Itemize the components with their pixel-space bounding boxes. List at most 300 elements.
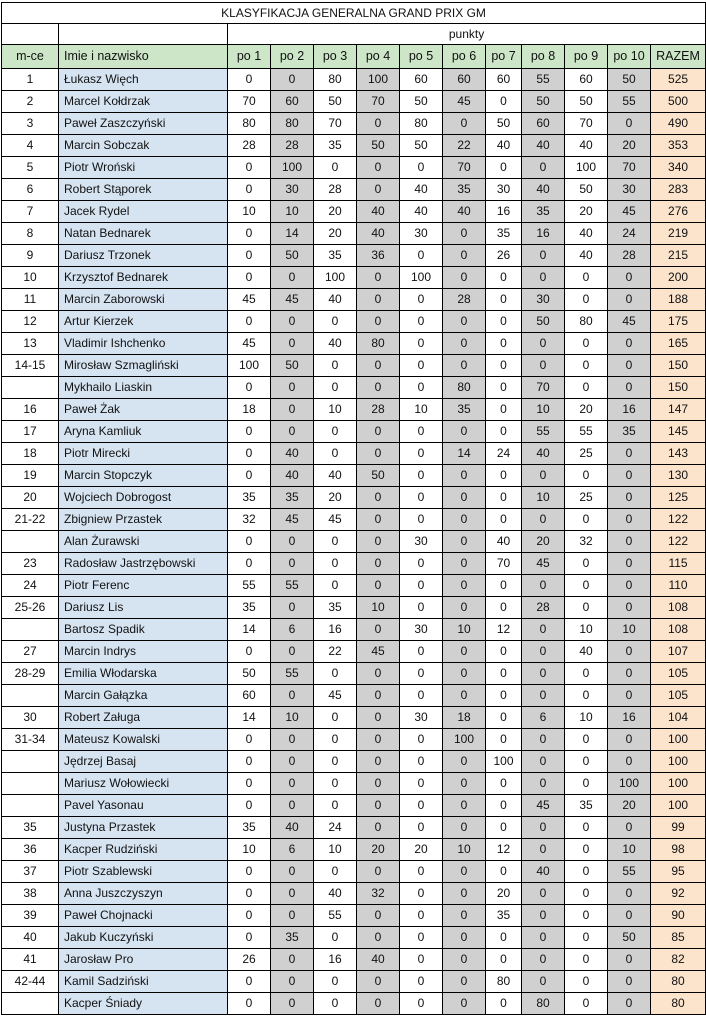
score-cell: 16 xyxy=(314,619,357,641)
place-cell: 36 xyxy=(2,839,59,861)
score-cell: 6 xyxy=(522,707,565,729)
score-cell: 0 xyxy=(400,553,443,575)
score-cell: 20 xyxy=(314,223,357,245)
score-cell: 0 xyxy=(608,487,651,509)
score-cell: 0 xyxy=(228,377,271,399)
score-cell: 0 xyxy=(357,993,400,1015)
score-cell: 35 xyxy=(271,927,314,949)
score-cell: 28 xyxy=(357,399,400,421)
player-name-cell: Marcin Sobczak xyxy=(59,135,228,157)
place-cell: 24 xyxy=(2,575,59,597)
player-name-cell: Marcin Gałązka xyxy=(59,685,228,707)
score-cell: 35 xyxy=(314,245,357,267)
total-cell: 200 xyxy=(651,267,706,289)
score-cell: 0 xyxy=(314,421,357,443)
score-cell: 0 xyxy=(400,883,443,905)
score-cell: 35 xyxy=(608,421,651,443)
score-cell: 45 xyxy=(357,641,400,663)
points-group-label: punkty xyxy=(228,24,706,45)
score-cell: 60 xyxy=(565,69,608,91)
player-name-cell: Marcin Indrys xyxy=(59,641,228,663)
total-cell: 490 xyxy=(651,113,706,135)
table-row xyxy=(2,949,706,971)
place-cell xyxy=(2,993,59,1015)
score-cell: 0 xyxy=(486,663,522,685)
player-name-cell: Paweł Zaszczyński xyxy=(59,113,228,135)
score-cell: 22 xyxy=(443,135,486,157)
score-cell: 0 xyxy=(357,729,400,751)
player-name-cell: Piotr Mirecki xyxy=(59,443,228,465)
player-name-cell: Marcel Kołdrzak xyxy=(59,91,228,113)
place-cell: 1 xyxy=(2,69,59,91)
score-cell: 0 xyxy=(443,113,486,135)
score-cell: 0 xyxy=(271,729,314,751)
total-cell: 110 xyxy=(651,575,706,597)
score-cell: 0 xyxy=(271,971,314,993)
score-cell: 0 xyxy=(443,311,486,333)
score-cell: 100 xyxy=(357,69,400,91)
place-cell: 42-44 xyxy=(2,971,59,993)
score-cell: 0 xyxy=(357,685,400,707)
score-cell: 0 xyxy=(608,465,651,487)
table-row xyxy=(2,267,706,289)
score-cell: 0 xyxy=(443,575,486,597)
table-row xyxy=(2,487,706,509)
score-cell: 0 xyxy=(314,663,357,685)
score-cell: 0 xyxy=(400,795,443,817)
total-cell: 215 xyxy=(651,245,706,267)
total-cell: 100 xyxy=(651,729,706,751)
table-row xyxy=(2,575,706,597)
score-cell: 0 xyxy=(486,487,522,509)
score-cell: 0 xyxy=(443,773,486,795)
score-cell: 0 xyxy=(608,113,651,135)
score-cell: 10 xyxy=(314,399,357,421)
player-name-cell: Piotr Szablewski xyxy=(59,861,228,883)
player-name-cell: Anna Juszczyszyn xyxy=(59,883,228,905)
score-cell: 0 xyxy=(443,685,486,707)
score-cell: 28 xyxy=(228,135,271,157)
score-cell: 0 xyxy=(565,993,608,1015)
score-cell: 10 xyxy=(443,619,486,641)
total-cell: 276 xyxy=(651,201,706,223)
score-cell: 70 xyxy=(522,377,565,399)
player-name-cell: Piotr Wroński xyxy=(59,157,228,179)
score-cell: 0 xyxy=(271,333,314,355)
score-cell: 55 xyxy=(565,421,608,443)
table-row xyxy=(2,993,706,1015)
total-cell: 100 xyxy=(651,751,706,773)
score-cell: 0 xyxy=(271,69,314,91)
score-cell: 80 xyxy=(443,377,486,399)
score-cell: 0 xyxy=(486,421,522,443)
score-cell: 26 xyxy=(228,949,271,971)
score-cell: 0 xyxy=(486,311,522,333)
score-cell: 0 xyxy=(314,707,357,729)
score-cell: 30 xyxy=(400,619,443,641)
place-cell: 23 xyxy=(2,553,59,575)
total-cell: 353 xyxy=(651,135,706,157)
score-cell: 0 xyxy=(565,773,608,795)
column-header: Imie i nazwisko xyxy=(59,45,228,69)
score-cell: 0 xyxy=(400,597,443,619)
score-cell: 0 xyxy=(400,729,443,751)
table-row xyxy=(2,707,706,729)
score-cell: 0 xyxy=(400,355,443,377)
score-cell: 0 xyxy=(522,927,565,949)
score-cell: 28 xyxy=(522,597,565,619)
place-cell: 10 xyxy=(2,267,59,289)
score-cell: 0 xyxy=(565,333,608,355)
score-cell: 50 xyxy=(357,465,400,487)
score-cell: 0 xyxy=(608,993,651,1015)
score-cell: 0 xyxy=(357,311,400,333)
score-cell: 0 xyxy=(271,685,314,707)
total-cell: 147 xyxy=(651,399,706,421)
table-row xyxy=(2,839,706,861)
score-cell: 0 xyxy=(314,729,357,751)
score-cell: 0 xyxy=(228,223,271,245)
score-cell: 16 xyxy=(486,201,522,223)
score-cell: 0 xyxy=(228,861,271,883)
score-cell: 0 xyxy=(443,487,486,509)
score-cell: 45 xyxy=(443,91,486,113)
score-cell: 0 xyxy=(357,421,400,443)
score-cell: 0 xyxy=(314,927,357,949)
score-cell: 0 xyxy=(443,355,486,377)
total-cell: 82 xyxy=(651,949,706,971)
score-cell: 0 xyxy=(357,553,400,575)
score-cell: 0 xyxy=(443,509,486,531)
player-name-cell: Paweł Żak xyxy=(59,399,228,421)
place-cell: 38 xyxy=(2,883,59,905)
score-cell: 0 xyxy=(443,905,486,927)
blank-cell xyxy=(2,24,59,45)
score-cell: 0 xyxy=(443,245,486,267)
player-name-cell: Łukasz Więch xyxy=(59,69,228,91)
column-header: po 9 xyxy=(565,45,608,69)
score-cell: 35 xyxy=(565,795,608,817)
score-cell: 55 xyxy=(522,69,565,91)
score-cell: 0 xyxy=(486,795,522,817)
score-cell: 16 xyxy=(314,949,357,971)
score-cell: 0 xyxy=(608,971,651,993)
place-cell: 19 xyxy=(2,465,59,487)
place-cell: 8 xyxy=(2,223,59,245)
table-row xyxy=(2,685,706,707)
score-cell: 30 xyxy=(486,179,522,201)
score-cell: 0 xyxy=(443,751,486,773)
score-cell: 35 xyxy=(314,135,357,157)
score-cell: 0 xyxy=(314,157,357,179)
score-cell: 0 xyxy=(608,751,651,773)
score-cell: 0 xyxy=(522,773,565,795)
table-row xyxy=(2,443,706,465)
score-cell: 25 xyxy=(565,487,608,509)
score-cell: 0 xyxy=(357,773,400,795)
score-cell: 0 xyxy=(271,993,314,1015)
column-header: po 3 xyxy=(314,45,357,69)
score-cell: 0 xyxy=(228,729,271,751)
score-cell: 0 xyxy=(400,817,443,839)
score-cell: 0 xyxy=(522,267,565,289)
score-cell: 0 xyxy=(522,729,565,751)
score-cell: 12 xyxy=(486,619,522,641)
score-cell: 32 xyxy=(228,509,271,531)
player-name-cell: Wojciech Dobrogost xyxy=(59,487,228,509)
score-cell: 14 xyxy=(271,223,314,245)
score-cell: 40 xyxy=(443,201,486,223)
score-cell: 0 xyxy=(565,817,608,839)
table-row xyxy=(2,509,706,531)
place-cell xyxy=(2,685,59,707)
table-row xyxy=(2,421,706,443)
score-cell: 0 xyxy=(522,333,565,355)
score-cell: 80 xyxy=(400,113,443,135)
player-name-cell: Emilia Włodarska xyxy=(59,663,228,685)
table-row xyxy=(2,179,706,201)
score-cell: 28 xyxy=(271,135,314,157)
score-cell: 0 xyxy=(608,553,651,575)
score-cell: 40 xyxy=(565,641,608,663)
score-cell: 40 xyxy=(357,201,400,223)
score-cell: 20 xyxy=(400,839,443,861)
score-cell: 0 xyxy=(522,883,565,905)
score-cell: 40 xyxy=(271,817,314,839)
score-cell: 0 xyxy=(314,531,357,553)
score-cell: 0 xyxy=(608,883,651,905)
score-cell: 0 xyxy=(443,223,486,245)
score-cell: 0 xyxy=(522,817,565,839)
score-cell: 0 xyxy=(357,509,400,531)
column-header: po 4 xyxy=(357,45,400,69)
score-cell: 60 xyxy=(443,69,486,91)
score-cell: 50 xyxy=(522,311,565,333)
score-cell: 55 xyxy=(271,663,314,685)
score-cell: 60 xyxy=(228,685,271,707)
table-row xyxy=(2,289,706,311)
place-cell: 30 xyxy=(2,707,59,729)
score-cell: 0 xyxy=(228,179,271,201)
score-cell: 50 xyxy=(565,91,608,113)
score-cell: 0 xyxy=(400,465,443,487)
score-cell: 45 xyxy=(522,795,565,817)
score-cell: 0 xyxy=(608,905,651,927)
score-cell: 0 xyxy=(443,553,486,575)
score-cell: 45 xyxy=(608,201,651,223)
total-cell: 98 xyxy=(651,839,706,861)
score-cell: 0 xyxy=(400,377,443,399)
place-cell: 5 xyxy=(2,157,59,179)
score-cell: 40 xyxy=(314,333,357,355)
score-cell: 0 xyxy=(228,971,271,993)
score-cell: 0 xyxy=(486,91,522,113)
score-cell: 0 xyxy=(522,663,565,685)
score-cell: 0 xyxy=(357,267,400,289)
score-cell: 0 xyxy=(608,685,651,707)
score-cell: 0 xyxy=(228,927,271,949)
score-cell: 80 xyxy=(565,311,608,333)
score-cell: 35 xyxy=(522,201,565,223)
score-cell: 45 xyxy=(314,685,357,707)
score-cell: 50 xyxy=(400,135,443,157)
table-row xyxy=(2,245,706,267)
column-header: po 5 xyxy=(400,45,443,69)
score-cell: 0 xyxy=(400,289,443,311)
score-cell: 0 xyxy=(443,267,486,289)
total-cell: 122 xyxy=(651,509,706,531)
place-cell: 16 xyxy=(2,399,59,421)
player-name-cell: Krzysztof Bednarek xyxy=(59,267,228,289)
score-cell: 50 xyxy=(608,69,651,91)
place-cell: 9 xyxy=(2,245,59,267)
total-cell: 165 xyxy=(651,333,706,355)
score-cell: 20 xyxy=(608,795,651,817)
score-cell: 0 xyxy=(565,355,608,377)
total-cell: 100 xyxy=(651,773,706,795)
score-cell: 0 xyxy=(271,773,314,795)
table-row xyxy=(2,157,706,179)
table-row xyxy=(2,223,706,245)
column-header: po 7 xyxy=(486,45,522,69)
score-cell: 0 xyxy=(565,377,608,399)
score-cell: 0 xyxy=(486,927,522,949)
score-cell: 0 xyxy=(228,883,271,905)
score-cell: 0 xyxy=(608,289,651,311)
score-cell: 0 xyxy=(400,751,443,773)
score-cell: 0 xyxy=(271,861,314,883)
blank-cell xyxy=(59,24,228,45)
score-cell: 0 xyxy=(400,773,443,795)
score-cell: 0 xyxy=(486,267,522,289)
score-cell: 55 xyxy=(228,575,271,597)
total-cell: 175 xyxy=(651,311,706,333)
score-cell: 55 xyxy=(608,91,651,113)
score-cell: 0 xyxy=(522,971,565,993)
score-cell: 0 xyxy=(314,861,357,883)
score-cell: 40 xyxy=(522,861,565,883)
score-cell: 10 xyxy=(314,839,357,861)
score-cell: 100 xyxy=(565,157,608,179)
total-cell: 130 xyxy=(651,465,706,487)
score-cell: 0 xyxy=(228,553,271,575)
score-cell: 50 xyxy=(271,245,314,267)
score-cell: 0 xyxy=(271,421,314,443)
score-cell: 0 xyxy=(357,531,400,553)
score-cell: 0 xyxy=(522,575,565,597)
score-cell: 70 xyxy=(443,157,486,179)
score-cell: 35 xyxy=(443,399,486,421)
total-cell: 188 xyxy=(651,289,706,311)
score-cell: 0 xyxy=(608,443,651,465)
score-cell: 0 xyxy=(400,509,443,531)
score-cell: 0 xyxy=(522,509,565,531)
table-row xyxy=(2,531,706,553)
score-cell: 50 xyxy=(522,91,565,113)
score-cell: 0 xyxy=(565,729,608,751)
place-cell xyxy=(2,795,59,817)
score-cell: 20 xyxy=(357,839,400,861)
score-cell: 24 xyxy=(486,443,522,465)
score-cell: 45 xyxy=(271,289,314,311)
score-cell: 0 xyxy=(565,663,608,685)
score-cell: 0 xyxy=(486,289,522,311)
score-cell: 35 xyxy=(271,487,314,509)
score-cell: 0 xyxy=(357,179,400,201)
score-cell: 0 xyxy=(608,817,651,839)
score-cell: 100 xyxy=(608,773,651,795)
score-cell: 70 xyxy=(565,113,608,135)
score-cell: 0 xyxy=(565,267,608,289)
score-cell: 0 xyxy=(522,641,565,663)
score-cell: 0 xyxy=(486,575,522,597)
score-cell: 35 xyxy=(486,223,522,245)
score-cell: 0 xyxy=(608,729,651,751)
score-cell: 10 xyxy=(271,201,314,223)
place-cell: 3 xyxy=(2,113,59,135)
place-cell xyxy=(2,531,59,553)
score-cell: 0 xyxy=(400,575,443,597)
table-row xyxy=(2,135,706,157)
player-name-cell: Kacper Rudziński xyxy=(59,839,228,861)
score-cell: 0 xyxy=(522,751,565,773)
score-cell: 50 xyxy=(400,91,443,113)
score-cell: 25 xyxy=(565,443,608,465)
score-cell: 55 xyxy=(314,905,357,927)
header-row xyxy=(2,45,706,69)
score-cell: 50 xyxy=(608,927,651,949)
score-cell: 45 xyxy=(314,509,357,531)
score-cell: 18 xyxy=(228,399,271,421)
score-cell: 0 xyxy=(400,443,443,465)
score-cell: 45 xyxy=(228,289,271,311)
score-cell: 0 xyxy=(486,399,522,421)
total-cell: 92 xyxy=(651,883,706,905)
score-cell: 0 xyxy=(486,707,522,729)
score-cell: 100 xyxy=(486,751,522,773)
score-cell: 20 xyxy=(608,135,651,157)
place-cell: 4 xyxy=(2,135,59,157)
place-cell: 28-29 xyxy=(2,663,59,685)
column-header: RAZEM xyxy=(651,45,706,69)
score-cell: 80 xyxy=(522,993,565,1015)
score-cell: 0 xyxy=(228,465,271,487)
score-cell: 0 xyxy=(228,773,271,795)
total-cell: 525 xyxy=(651,69,706,91)
score-cell: 0 xyxy=(565,927,608,949)
place-cell: 40 xyxy=(2,927,59,949)
table-row xyxy=(2,201,706,223)
score-cell: 0 xyxy=(228,905,271,927)
place-cell: 41 xyxy=(2,949,59,971)
score-cell: 16 xyxy=(608,707,651,729)
table-row xyxy=(2,597,706,619)
player-name-cell: Paweł Chojnacki xyxy=(59,905,228,927)
score-cell: 0 xyxy=(400,421,443,443)
player-name-cell: Piotr Ferenc xyxy=(59,575,228,597)
score-cell: 0 xyxy=(357,443,400,465)
score-cell: 0 xyxy=(443,663,486,685)
player-name-cell: Robert Stąporek xyxy=(59,179,228,201)
place-cell: 39 xyxy=(2,905,59,927)
score-cell: 0 xyxy=(486,157,522,179)
player-name-cell: Jędrzej Basaj xyxy=(59,751,228,773)
score-cell: 6 xyxy=(271,619,314,641)
score-cell: 0 xyxy=(522,905,565,927)
standings-sheet xyxy=(1,2,700,1022)
score-cell: 0 xyxy=(565,465,608,487)
score-cell: 0 xyxy=(228,751,271,773)
